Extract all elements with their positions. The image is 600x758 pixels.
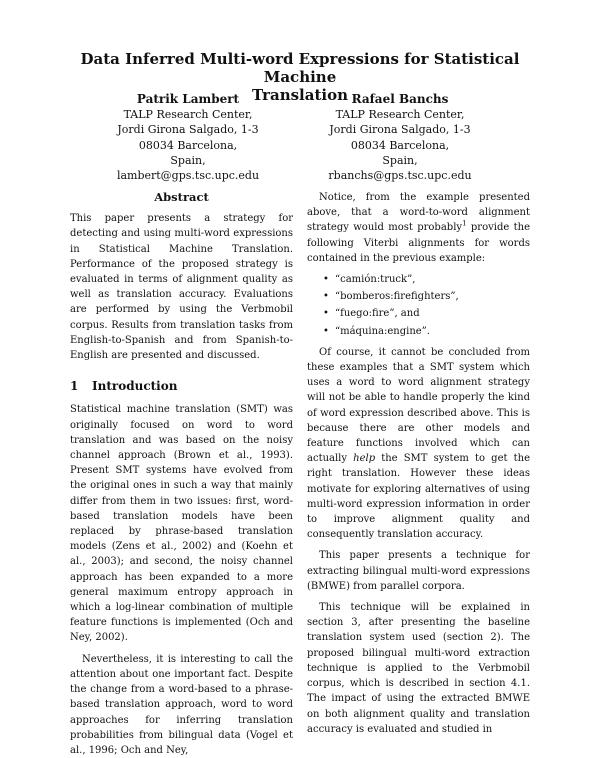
alignment-example-list — [307, 272, 530, 339]
list-item: • “máquina:engine”. — [307, 324, 530, 339]
bullet-icon: • — [323, 325, 329, 337]
author-block-2 — [300, 92, 500, 183]
title-line-1: Data Inferred Multi-word Expressions for Statistical Machine — [80, 50, 520, 86]
p2-text-a: Of course, it cannot be concluded from these examples that a SMT system which uses a word to word alignment strategy will not be able to handle properly the kind of word expression described above. This is because there are other models and feature functions involved which can actually — [307, 346, 530, 465]
right-paragraph-2 — [307, 345, 530, 543]
author-name: Rafael Banchs — [351, 92, 449, 106]
section-number: 1 — [70, 379, 79, 394]
section-heading-introduction — [70, 379, 293, 394]
author-name: Patrik Lambert — [136, 92, 240, 106]
right-paragraph-3: This paper presents a technique for extracting bilingual multi-word expressions (BMWE) from parallel corpora. — [307, 550, 530, 592]
p2-emphasis: help — [353, 453, 376, 465]
title-line-2: Translation — [252, 86, 348, 104]
author-block-1 — [88, 92, 288, 183]
author-email: rbanchs@gps.tsc.upc.edu — [328, 169, 472, 183]
author-country: Spain, — [382, 153, 418, 167]
author-address: Jordi Girona Salgado, 1-3 — [117, 123, 259, 137]
p2-text-b: the SMT system to get the right translation. However these ideas motivate for exploring alternatives of using multi-word expression information in order to improve alignment quality and consequently translation accuracy. — [307, 453, 530, 541]
bullet-icon: • — [323, 308, 329, 320]
right-column — [307, 190, 530, 737]
author-country: Spain, — [170, 153, 206, 167]
right-paragraph-1 — [307, 190, 530, 266]
list-item: • “fuego:fire”, and — [307, 306, 530, 321]
abstract-text: This paper presents a strategy for detecting and using multi-word expressions in Statistical Machine Translation. Performance of the proposed strategy is evaluated in terms of alignment quality as well as translation accuracy. Evaluations are performed by using the Verbmobil corpus. Results from translation tasks from English-to-Spanish and from Spanish-to-English are presented and discussed. — [70, 213, 293, 362]
footnote-marker: 1 — [462, 220, 467, 229]
intro-paragraph-2: Nevertheless, it is interesting to call the attention about one important fact. Despite the change from a word-based to a phrase-based translation approach, word to word approaches for inferring translation probabilities from bilingual data (Vogel et al., 1996; Och and Ney, — [70, 653, 293, 756]
intro-paragraph-1: Statistical machine translation (SMT) was originally focused on word to word translation and was based on the noisy channel approach (Brown et al., 1993). Present SMT systems have evolved from the original ones in such a way that mainly differ from them in two issues: first, word-based translation models have been replaced by phrase-based translation models (Zens et al., 2002) and (Koehn et al., 2003); and second, the noisy channel approach has been expanded to a more general maximum entropy approach in which a log-linear combination of multiple feature functions is implemented (Och and Ney, 2002). — [70, 404, 293, 644]
author-affiliation: TALP Research Center, — [123, 108, 253, 122]
p1-text-b: provide the following Viterbi alignments for words contained in the previous example: — [307, 222, 530, 264]
section-title: Introduction — [92, 379, 178, 394]
author-email: lambert@gps.tsc.upc.edu — [116, 169, 260, 183]
list-item: • “bomberos:firefighters”, — [307, 289, 530, 304]
author-affiliation: TALP Research Center, — [335, 108, 465, 122]
list-item: • “camión:truck”, — [307, 272, 530, 287]
bullet-icon: • — [323, 291, 329, 303]
left-column — [70, 190, 293, 758]
author-city: 08034 Barcelona, — [138, 138, 238, 152]
bullet-icon: • — [323, 274, 329, 286]
author-city: 08034 Barcelona, — [350, 138, 450, 152]
right-paragraph-4: This technique will be explained in section 3, after presenting the baseline translation system used (section 2). The proposed bilingual multi-word extraction technique is applied to the Verbmobil corpus, which is described in section 4.1. The impact of using the extracted BMWE on both alignment quality and translation accuracy is evaluated and studied in — [307, 602, 530, 735]
p1-text-a: Notice, from the example presented above, that a word-to-word alignment strategy would most probably — [307, 192, 530, 234]
abstract-heading: Abstract — [154, 190, 209, 204]
author-address: Jordi Girona Salgado, 1-3 — [329, 123, 471, 137]
